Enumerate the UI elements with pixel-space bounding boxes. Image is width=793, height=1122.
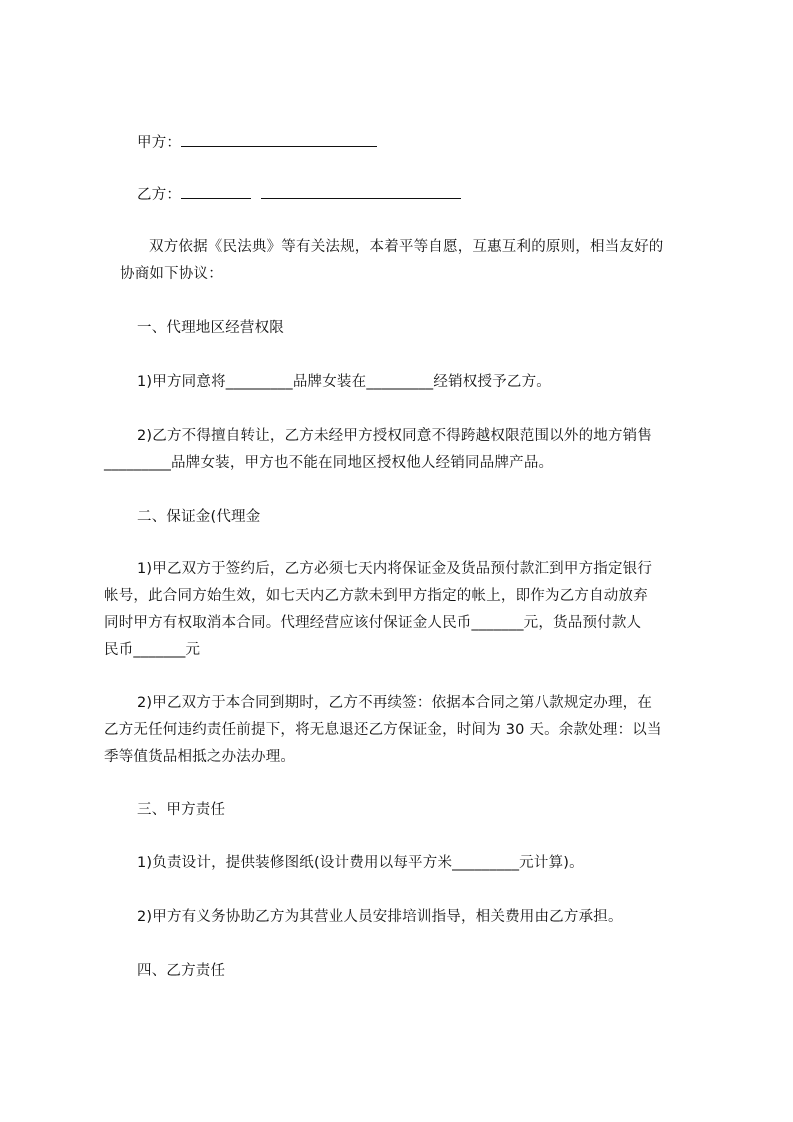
section-4-title: 四、乙方责任 <box>137 963 226 979</box>
party-a-blank <box>181 132 377 147</box>
section-2-item-1-line-2: 帐号，此合同方始生效，如七天内乙方款未到甲方指定的帐上，即作为乙方自动放弃 <box>104 588 648 604</box>
section-2-item-1-line-3: 同时甲方有权取消本合同。代理经营应该付保证金人民币_______元，货品预付款人 <box>104 615 642 631</box>
section-2-title: 二、保证金(代理金 <box>137 509 261 525</box>
section-1-item-2-line-2: _________品牌女装，甲方也不能在同地区授权他人经销同品牌产品。 <box>104 455 554 471</box>
section-2-item-1-line-1: 1)甲乙双方于签约后，乙方必须七天内将保证金及货品预付款汇到甲方指定银行 <box>137 561 653 577</box>
section-2-item-1-line-4: 民币_______元 <box>104 642 201 658</box>
section-2-item-2-line-3: 季等值货品相抵之办法办理。 <box>104 749 296 765</box>
party-a-label: 甲方： <box>137 135 182 151</box>
section-2-item-2-line-1: 2)甲乙双方于本合同到期时，乙方不再续签：依据本合同之第八款规定办理，在 <box>137 695 653 711</box>
section-3-item-2: 2)甲方有义务协助乙方为其营业人员安排培训指导，相关费用由乙方承担。 <box>137 909 623 925</box>
section-1-title: 一、代理地区经营权限 <box>137 320 284 336</box>
party-b-blank-2 <box>261 184 461 199</box>
section-3-title: 三、甲方责任 <box>137 802 226 818</box>
section-1-item-2-line-1: 2)乙方不得擅自转让，乙方未经甲方授权同意不得跨越权限范围以外的地方销售 <box>137 428 653 444</box>
section-3-item-1: 1)负责设计，提供装修图纸(设计费用以每平方米_________元计算)。 <box>137 855 584 871</box>
section-1-item-1: 1)甲方同意将_________品牌女装在_________经销权授予乙方。 <box>137 374 551 390</box>
intro-line-1: 双方依据《民法典》等有关法规，本着平等自愿，互惠互利的原则，相当友好的 <box>149 239 664 255</box>
party-b-line <box>137 184 461 205</box>
party-a-line <box>137 132 377 153</box>
party-b-label: 乙方： <box>137 187 182 203</box>
party-b-blank-1 <box>181 184 251 199</box>
section-2-item-2-line-2: 乙方无任何违约责任前提下，将无息退还乙方保证金，时间为 30 天。余款处理：以当 <box>104 722 662 738</box>
intro-line-2: 协商如下协议： <box>120 266 223 282</box>
